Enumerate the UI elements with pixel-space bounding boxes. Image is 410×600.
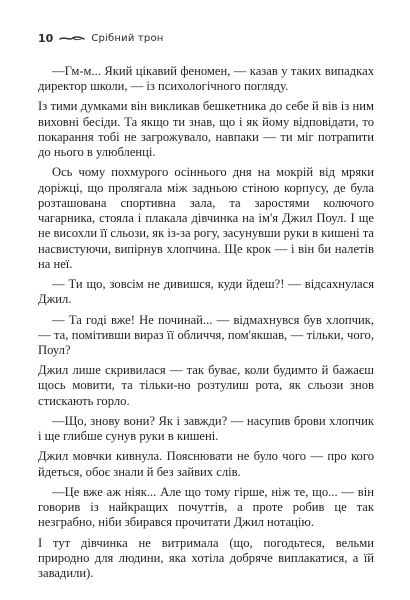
paragraph: —Це вже аж ніяк... Але що тому гірше, ніж те, що... — він говорив із найкращих почуттів, а проте робив це так незграбно, ніби збирався прочитати Джил нотацію. [38,484,374,530]
running-title: Срібний трон [91,32,164,44]
paragraph: Джил мовчки кивнула. Пояснювати не було чого — про кого йдеться, обоє знали й без зайвих слів. [38,449,374,479]
paragraph: Джил лише скривилася — так буває, коли будимто й бажаєш щось мовити, та тільки-но розтулиш рота, як сльози знов стискають горло. [38,363,374,408]
paragraph: І тут дівчинка не витримала (що, погодьтеся, вельми природно для людини, яка хотіла добряче виплакатися, а їй завадили). [38,535,374,581]
paragraph: — Та годі вже! Не починай... — відмахнувся був хлопчик, — та, помітивши вираз її обличчя, пом'якшав, — тільки, чого, Поул? [38,312,374,357]
body-text [38,64,374,586]
paragraph: —Гм-м... Який цікавий феномен, — казав у таких випадках директор школи, — із психологічного погляду. [38,64,374,94]
paragraph: Ось чому похмурого осіннього дня на мокрій від мряки доріжці, що пролягала між задньою стіною корпусу, де була розташована спортивна зала, та заростями колючого чагарника, стояла і плакала дівчинка на ім'я Джил Поул. І ще не висохли її сльози, як із-за рогу, засунувши руки в кишені та насвистуючи, випірнув хлопчина. Ще крок — і він би налетів на неї. [38,165,374,271]
paragraph: Із тими думками він викликав бешкетника до себе й вів із ним виховні бесіди. Та якщо ти знав, що і як йому відповідати, то покарання тобі не загрожувало, навпаки — ти міг потрапити до нього в улюбленці. [38,99,374,160]
page-number: 10 [38,31,54,45]
paragraph: — Ти що, зовсім не дивишся, куди йдеш?! — відсахнулася Джил. [38,277,374,307]
page-header [38,30,164,46]
paragraph: —Що, знову вони? Як і завжди? — насупив брови хлопчик і ще глибше сунув руки в кишені. [38,413,374,444]
swash-ornament-icon [59,33,85,43]
